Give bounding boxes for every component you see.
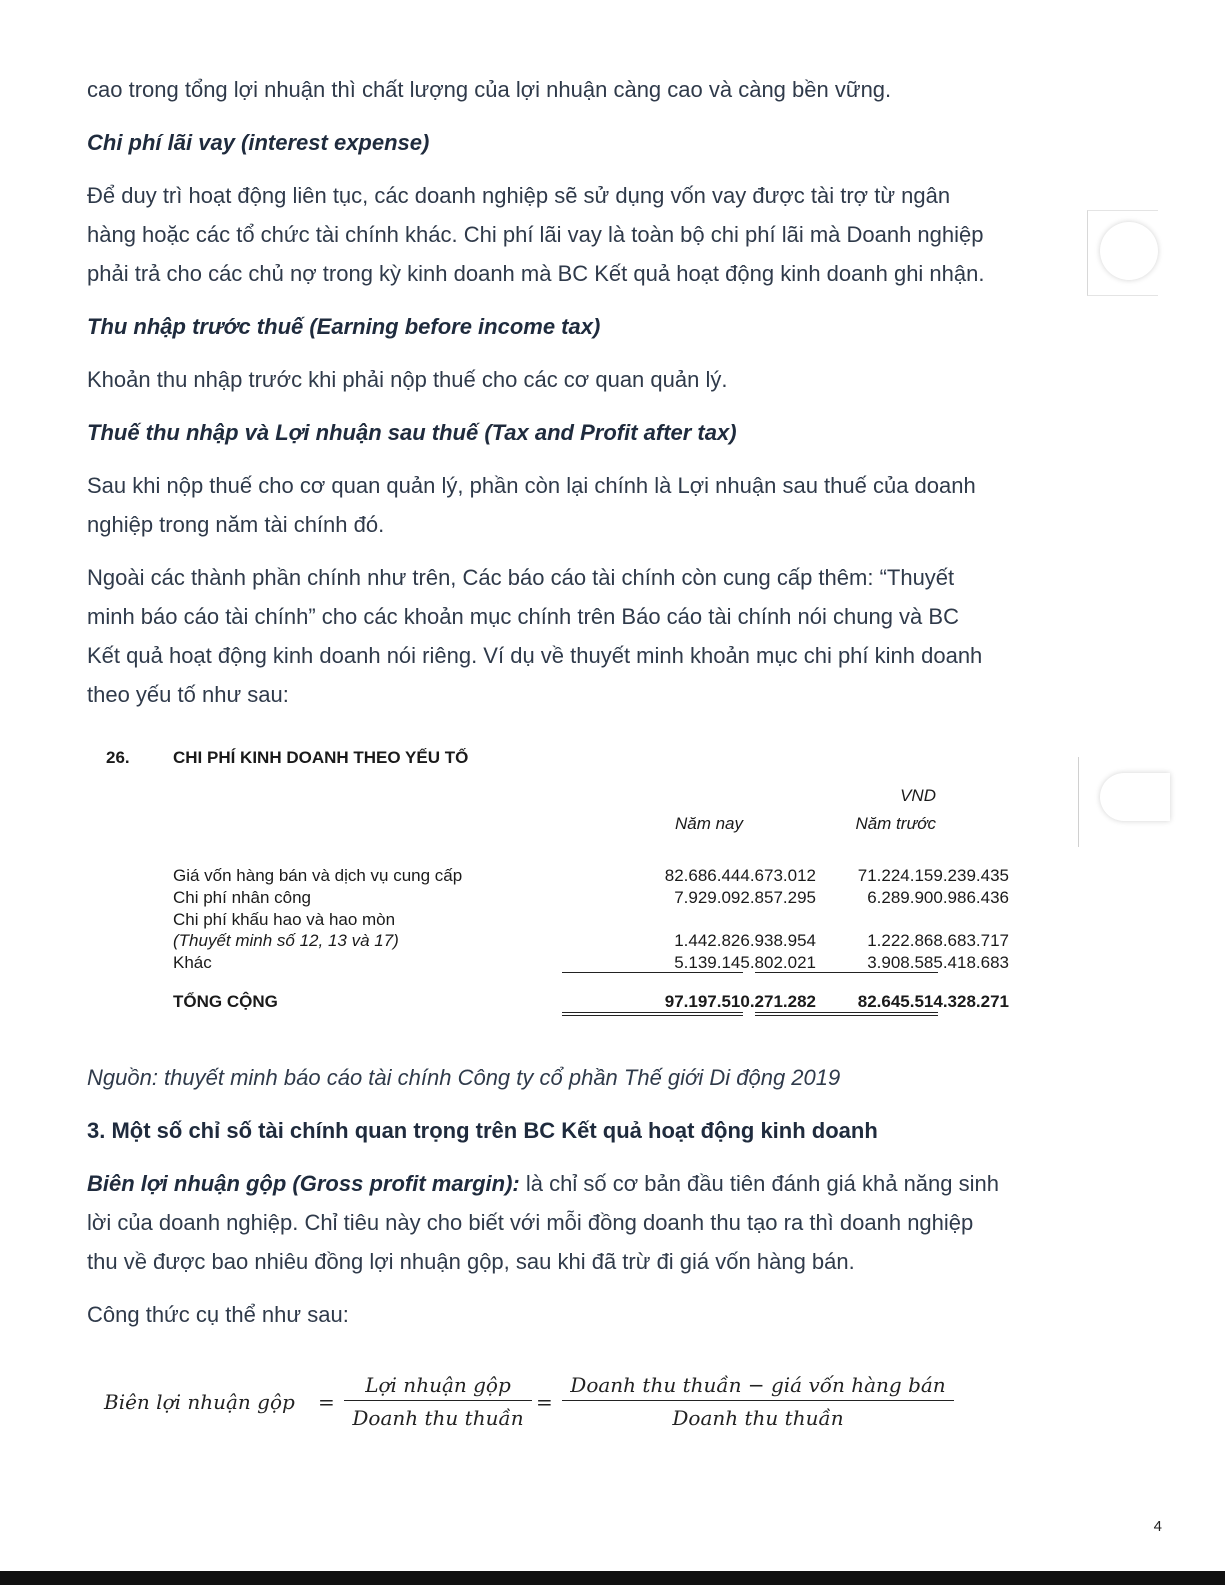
line: phải trả cho các chủ nợ trong kỳ kinh doanh mà BC Kết quả hoạt động kinh doanh ghi nhận. bbox=[87, 261, 985, 286]
line: Để duy trì hoạt động liên tục, các doanh nghiệp sẽ sử dụng vốn vay được tài trợ từ ngân bbox=[87, 183, 951, 208]
line: Kết quả hoạt động kinh doanh nói riêng. Ví dụ về thuyết minh khoản mục chi phí kinh doanh bbox=[87, 643, 983, 668]
row-current: 5.139.145.802.021 bbox=[674, 953, 816, 972]
formula-fraction-1 bbox=[344, 1370, 532, 1433]
paragraph-tax bbox=[87, 466, 1127, 544]
gpm-term: Biên lợi nhuận gộp (Gross profit margin): bbox=[87, 1171, 520, 1196]
heading-section-3: 3. Một số chỉ số tài chính quan trọng trên BC Kết quả hoạt động kinh doanh bbox=[87, 1118, 878, 1143]
row-label: Giá vốn hàng bán và dịch vụ cung cấp bbox=[173, 866, 463, 885]
table-row bbox=[173, 910, 943, 932]
column-header-current: Năm nay bbox=[674, 814, 743, 833]
row-label: Khác bbox=[173, 953, 212, 972]
paragraph-ebt: Khoản thu nhập trước khi phải nộp thuế cho các cơ quan quản lý. bbox=[87, 367, 728, 392]
line: theo yếu tố như sau: bbox=[87, 682, 289, 707]
formula-equals: = bbox=[536, 1390, 553, 1414]
row-current: 1.442.826.938.954 bbox=[674, 931, 816, 950]
row-label: Chi phí khấu hao và hao mòn bbox=[173, 910, 396, 929]
line: Ngoài các thành phần chính như trên, Các báo cáo tài chính còn cung cấp thêm: “Thuyết bbox=[87, 565, 955, 590]
row-current: 82.686.444.673.012 bbox=[664, 866, 816, 885]
paragraph-interest-expense bbox=[87, 176, 1127, 293]
heading-tax: Thuế thu nhập và Lợi nhuận sau thuế (Tax and Profit after tax) bbox=[87, 420, 737, 445]
statement-number: 26. bbox=[106, 748, 130, 767]
fraction-denominator: Doanh thu thuần bbox=[672, 1406, 844, 1430]
heading-interest-expense: Chi phí lãi vay (interest expense) bbox=[87, 130, 430, 155]
floating-circle-button[interactable] bbox=[1100, 222, 1158, 280]
paragraph-notes bbox=[87, 558, 1127, 714]
heading-ebt: Thu nhập trước thuế (Earning before income tax) bbox=[87, 314, 601, 339]
document-page bbox=[87, 70, 1127, 728]
row-previous: 1.222.868.683.717 bbox=[867, 931, 1009, 950]
formula-fraction-2 bbox=[562, 1370, 954, 1433]
total-current: 97.197.510.271.282 bbox=[664, 992, 816, 1011]
bottom-bar bbox=[0, 1571, 1225, 1585]
formula-lhs: Biên lợi nhuận gộp bbox=[104, 1390, 295, 1414]
row-previous: 3.908.585.418.683 bbox=[867, 953, 1009, 972]
line: thu về được bao nhiêu đồng lợi nhuận gộp, sau khi đã trừ đi giá vốn hàng bán. bbox=[87, 1249, 855, 1274]
floating-pill-button[interactable] bbox=[1100, 773, 1170, 821]
table-row bbox=[173, 866, 1009, 888]
document-page-lower bbox=[87, 1058, 1127, 1348]
row-label: Chi phí nhân công bbox=[173, 888, 311, 907]
line: hàng hoặc các tổ chức tài chính khác. Chi phí lãi vay là toàn bộ chi phí lãi mà Doanh nghiệp bbox=[87, 222, 984, 247]
line: minh báo cáo tài chính” cho các khoản mục chính trên Báo cáo tài chính nói chung và BC bbox=[87, 604, 959, 629]
source-caption: Nguồn: thuyết minh báo cáo tài chính Công ty cổ phần Thế giới Di động 2019 bbox=[87, 1065, 841, 1090]
row-previous: 71.224.159.239.435 bbox=[857, 866, 1009, 885]
table-row bbox=[173, 931, 1009, 953]
gross-profit-margin-formula bbox=[104, 1370, 964, 1440]
total-double-rule bbox=[755, 1012, 938, 1016]
paragraph-formula-intro: Công thức cụ thể như sau: bbox=[87, 1302, 349, 1327]
subtotal-rule bbox=[562, 972, 743, 973]
page-number: 4 bbox=[1153, 1518, 1162, 1535]
fraction-numerator: Doanh thu thuần − giá vốn hàng bán bbox=[570, 1373, 946, 1397]
paragraph-intro: cao trong tổng lợi nhuận thì chất lượng của lợi nhuận càng cao và càng bền vững. bbox=[87, 77, 892, 102]
subtotal-rule bbox=[755, 972, 938, 973]
line: nghiệp trong năm tài chính đó. bbox=[87, 512, 385, 537]
total-label: TỔNG CỘNG bbox=[173, 992, 278, 1011]
line: lời của doanh nghiệp. Chỉ tiêu này cho biết với mỗi đồng doanh thu tạo ra thì doanh nghiệp bbox=[87, 1210, 974, 1235]
total-previous: 82.645.514.328.271 bbox=[857, 992, 1009, 1011]
side-divider bbox=[1078, 757, 1079, 847]
fraction-denominator: Doanh thu thuần bbox=[352, 1406, 524, 1430]
row-current: 7.929.092.857.295 bbox=[674, 888, 816, 907]
statement-title: CHI PHÍ KINH DOANH THEO YẾU TỐ bbox=[173, 748, 469, 767]
column-header-previous: Năm trước bbox=[855, 814, 936, 833]
row-previous: 6.289.900.986.436 bbox=[867, 888, 1009, 907]
expense-statement-table bbox=[100, 742, 1009, 1032]
total-double-rule bbox=[562, 1012, 743, 1016]
line: Sau khi nộp thuế cho cơ quan quản lý, phần còn lại chính là Lợi nhuận sau thuế của doanh bbox=[87, 473, 976, 498]
paragraph-gross-profit-margin bbox=[87, 1164, 1127, 1281]
fraction-numerator: Lợi nhuận gộp bbox=[365, 1373, 511, 1397]
formula-equals: = bbox=[318, 1390, 335, 1414]
row-label: (Thuyết minh số 12, 13 và 17) bbox=[173, 931, 399, 950]
statement-unit: VND bbox=[900, 786, 936, 805]
table-row bbox=[173, 888, 1009, 910]
line: là chỉ số cơ bản đầu tiên đánh giá khả năng sinh bbox=[519, 1171, 999, 1196]
